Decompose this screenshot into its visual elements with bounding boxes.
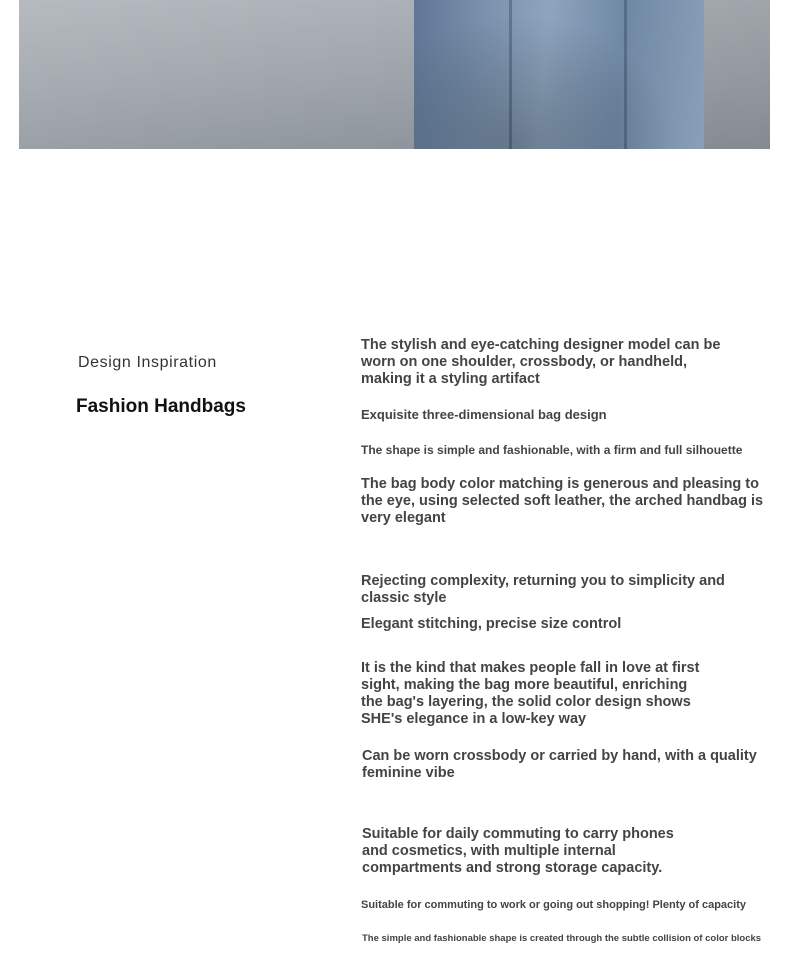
feature-text: It is the kind that makes people fall in love at first sight, making the bag more beautiful, enriching the bag's layering, the solid color design shows SHE's elegance in a low-key way <box>361 660 700 727</box>
feature-text: The simple and fashionable shape is created through the subtle collision of color blocks <box>362 933 762 944</box>
feature-text: Rejecting complexity, returning you to simplicity and classic style <box>361 573 725 606</box>
section-title: Fashion Handbags <box>76 396 246 417</box>
feature-text: Elegant stitching, precise size control <box>361 616 622 632</box>
jeans-figure <box>414 0 704 149</box>
header-photo <box>19 0 770 149</box>
feature-text: The stylish and eye-catching designer model can be worn on one shoulder, crossbody, or handheld, making it a styling artifact <box>361 337 721 387</box>
feature-text: Exquisite three-dimensional bag design <box>361 407 607 422</box>
section-subtitle: Design Inspiration <box>78 354 217 371</box>
jeans-shade <box>414 0 704 149</box>
feature-text: Suitable for daily commuting to carry phones and cosmetics, with multiple internal compartments and strong storage capacity. <box>362 826 674 876</box>
feature-text: Suitable for commuting to work or going out shopping! Plenty of capacity <box>361 899 747 911</box>
feature-text: Can be worn crossbody or carried by hand, with a quality feminine vibe <box>362 748 757 781</box>
feature-text: The bag body color matching is generous and pleasing to the eye, using selected soft leather, the arched handbag is very elegant <box>361 476 764 526</box>
feature-text: The shape is simple and fashionable, with a firm and full silhouette <box>361 443 743 457</box>
